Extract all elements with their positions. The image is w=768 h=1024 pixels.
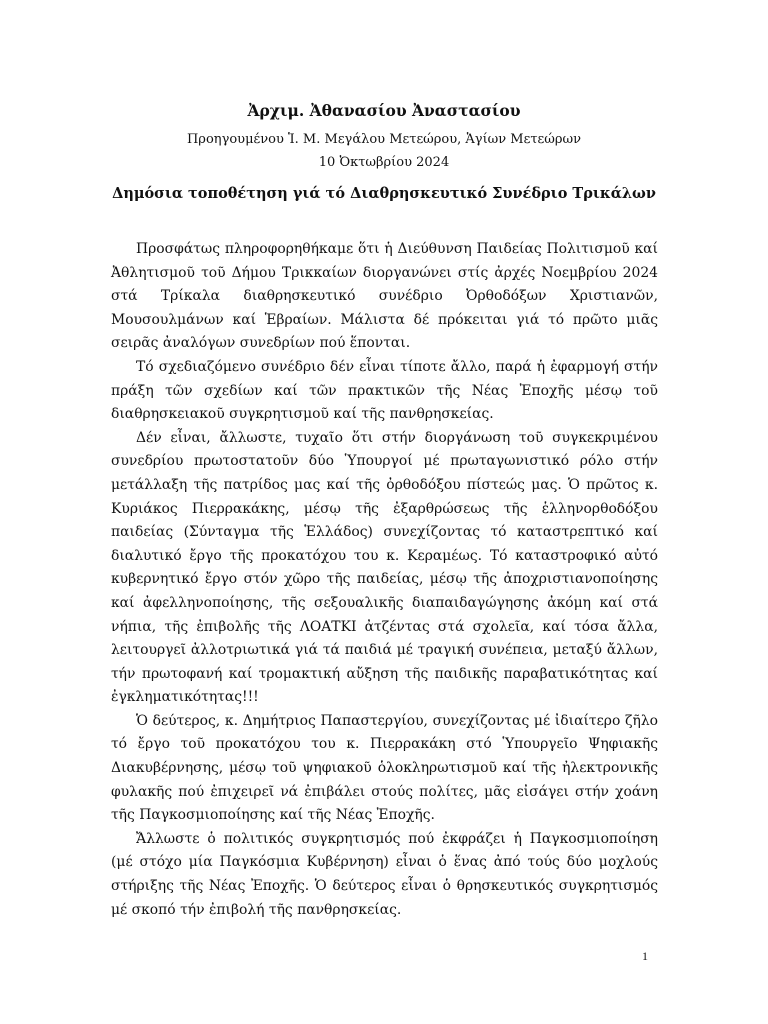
author-affiliation: Προηγουμένου Ἱ. Μ. Μεγάλου Μετεώρου, Ἁγίων Μετεώρων — [186, 132, 582, 147]
document-title: Δημόσια τοποθέτηση γιά τό Διαθρησκευτικό Συνέδριο Τρικάλων — [112, 185, 656, 202]
paragraph: Προσφάτως πληροφορηθήκαμε ὅτι ἡ Διεύθυνση Παιδείας Πολιτισμοῦ καί Ἀθλητισμοῦ τοῦ Δήμου Τρικκαίων διοργανώνει στίς ἀρχές Νοεμβρίου 2024 στά Τρίκαλα διαθρησκευτικό συνέδριο Ὀρθοδόξων Χριστιανῶν, Μουσουλμάνων καί Ἑβραίων. Μάλιστα δέ πρόκειται γιά τό πρῶτο μιᾶς σειρᾶς ἀναλόγων συνεδρίων πού ἕπονται. — [111, 241, 658, 352]
document-date: 10 Ὀκτωβρίου 2024 — [318, 155, 450, 170]
document-body — [111, 238, 658, 922]
paragraph: Ἄλλωστε ὁ πολιτικός συγκρητισμός πού ἐκφράζει ἡ Παγκοσμιοποίηση (μέ στόχο μία Παγκόσμια Κυβέρνηση) εἶναι ὁ ἕνας ἀπό τούς δύο μοχλούς στήριξης τῆς Νέας Ἐποχῆς. Ὁ δεύτερος εἶναι ὁ θρησκευτικός συγκρητισμός μέ σκοπό τήν ἐπιβολή τῆς πανθρησκείας. — [111, 830, 658, 918]
paragraph: Ὁ δεύτερος, κ. Δημήτριος Παπαστεργίου, συνεχίζοντας μέ ἰδιαίτερο ζῆλο τό ἔργο τοῦ προκατόχου του κ. Πιερρακάκη στό Ὑπουργεῖο Ψηφιακῆς Διακυβέρνησης, μέσῳ τοῦ ψηφιακοῦ ὁλοκληρωτισμοῦ καί τῆς ἠλεκτρονικῆς φυλακῆς πού ἐπιχειρεῖ νά ἐπιβάλει στούς πολίτες, μᾶς εἰσάγει στήν χοάνη τῆς Παγκοσμιοποίησης καί τῆς Νέας Ἐποχῆς. — [111, 712, 658, 824]
author-name: Ἀρχιμ. Ἀθανασίου Ἀναστασίου — [247, 101, 521, 120]
paragraph: Δέν εἶναι, ἄλλωστε, τυχαῖο ὅτι στήν διοργάνωση τοῦ συγκεκριμένου συνεδρίου πρωτοστατοῦν δύο Ὑπουργοί μέ πρωταγωνιστικό ρόλο στήν μετάλλαξη τῆς πατρίδος μας καί τῆς ὀρθοδόξου πίστεώς μας. Ὁ πρῶτος κ. Κυριάκος Πιερρακάκης, μέσῳ τῆς ἐξαρθρώσεως τῆς ἑλληνορθοδόξου παιδείας (Σύνταγμα τῆς Ἑλλάδος) συνεχίζοντας τό καταστρεπτικό καί διαλυτικό ἔργο τῆς προκατόχου του κ. Κεραμέως. Τό καταστροφικό αὐτό κυβερνητικό ἔργο στόν χῶρο τῆς παιδείας, μέσῳ τῆς ἀποχριστιανοποίησης καί ἀφελληνοποίησης, τῆς σεξουαλικῆς διαπαιδαγώγησης ἀκόμη καί στά νήπια, τῆς ἐπιβολῆς τῆς ΛΟΑΤΚΙ ἀτζέντας στά σχολεῖα, καί τόσα ἄλλα, λειτουργεῖ ἀλλοτριωτικά γιά τά παιδιά μέ τραγική συνέπεια, μεταξύ ἄλλων, τήν πρωτοφανή καί τρομακτική αὔξηση τῆς παιδικῆς παραβατικότητας καί ἐγκληματικότητας!!! — [111, 429, 658, 706]
paragraph: Τό σχεδιαζόμενο συνέδριο δέν εἶναι τίποτε ἄλλο, παρά ἡ ἐφαρμογή στήν πράξη τῶν σχεδίων καί τῶν πρακτικῶν τῆς Νέας Ἐποχῆς μέσῳ τοῦ διαθρησκειακοῦ συγκρητισμοῦ καί τῆς πανθρησκείας. — [111, 358, 658, 423]
page-number: 1 — [642, 949, 648, 963]
